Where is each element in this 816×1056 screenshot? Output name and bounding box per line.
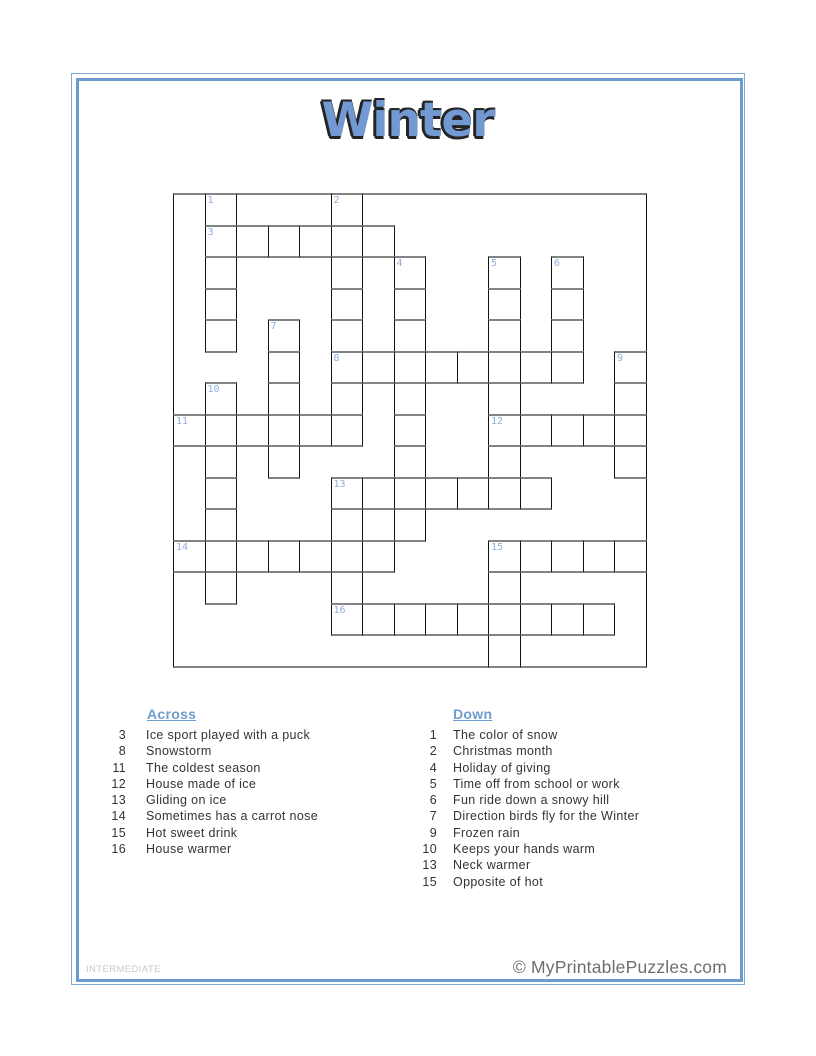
grid-cell xyxy=(614,414,647,448)
grid-cell xyxy=(520,603,553,637)
grid-cell xyxy=(394,508,427,542)
grid-cell xyxy=(614,351,647,385)
clue-text: Direction birds fly for the Winter xyxy=(453,809,640,824)
grid-cell xyxy=(488,603,521,637)
page-title: Winter xyxy=(321,93,495,148)
grid-cell xyxy=(268,540,301,574)
grid-cell xyxy=(362,477,395,511)
clue-text: House warmer xyxy=(146,842,232,857)
clue-row xyxy=(100,760,318,776)
clue-text: Snowstorm xyxy=(146,744,212,759)
grid-cell xyxy=(551,414,584,448)
grid-cell xyxy=(614,540,647,574)
clue-number: 11 xyxy=(112,760,126,775)
grid-cell xyxy=(268,225,301,259)
crossword-grid xyxy=(173,193,647,668)
grid-cell xyxy=(457,477,490,511)
grid-cell-number: 1 xyxy=(207,195,214,206)
clue-row xyxy=(411,841,639,857)
grid-cell xyxy=(394,414,427,448)
grid-cell-number: 12 xyxy=(491,415,504,427)
grid-cell xyxy=(268,319,301,353)
grid-cell xyxy=(394,351,427,385)
grid-cell-number: 16 xyxy=(333,604,346,616)
grid-cell-number: 14 xyxy=(176,541,189,553)
grid-cell-number: 11 xyxy=(176,415,189,427)
grid-cell xyxy=(236,540,269,574)
grid-cell-number: 6 xyxy=(554,258,561,269)
grid-cell xyxy=(520,477,553,511)
clue-text: Fun ride down a snowy hill xyxy=(453,793,610,808)
clue-number: 14 xyxy=(111,809,126,824)
grid-cell xyxy=(394,288,427,322)
grid-cell xyxy=(488,477,521,511)
grid-cell xyxy=(205,288,238,322)
clue-number: 5 xyxy=(429,776,437,791)
grid-cell xyxy=(205,540,238,574)
grid-cell xyxy=(551,540,584,574)
grid-cell xyxy=(299,414,332,448)
grid-cell xyxy=(520,540,553,574)
difficulty-label: INTERMEDIATE xyxy=(86,964,161,975)
grid-cell xyxy=(457,351,490,385)
grid-cell-number: 13 xyxy=(333,478,346,490)
grid-cell xyxy=(205,256,238,290)
grid-cell xyxy=(173,414,206,448)
grid-cell xyxy=(205,477,238,511)
grid-cell xyxy=(331,256,364,290)
clue-number: 4 xyxy=(429,760,437,775)
clue-text: Holiday of giving xyxy=(453,760,551,775)
grid-cell xyxy=(488,445,521,479)
grid-cell xyxy=(331,414,364,448)
grid-cell xyxy=(331,603,364,637)
clue-text: Ice sport played with a puck xyxy=(146,728,311,742)
grid-cell-number: 2 xyxy=(333,195,340,206)
clue-number: 13 xyxy=(111,793,126,808)
grid-cell-number: 3 xyxy=(207,226,214,238)
clue-number: 9 xyxy=(429,825,437,840)
clue-row xyxy=(100,792,318,808)
grid-cell xyxy=(331,193,364,227)
grid-cell xyxy=(362,540,395,574)
grid-cell xyxy=(394,445,427,479)
clue-number: 7 xyxy=(429,809,437,824)
grid-cell xyxy=(425,477,458,511)
clue-number: 6 xyxy=(429,793,437,808)
clue-text: Frozen rain xyxy=(453,825,521,840)
grid-cell xyxy=(331,288,364,322)
grid-cell xyxy=(268,414,301,448)
grid-cell-number: 8 xyxy=(333,352,340,364)
grid-cell xyxy=(268,382,301,416)
grid-cell xyxy=(488,351,521,385)
grid-cell xyxy=(583,603,616,637)
clue-number: 15 xyxy=(422,874,437,889)
grid-cell-number: 15 xyxy=(491,541,504,553)
grid-cell xyxy=(299,540,332,574)
clue-row xyxy=(411,743,639,759)
clue-text: Gliding on ice xyxy=(146,793,227,808)
grid-cell-number: 9 xyxy=(617,352,624,364)
clue-row xyxy=(100,743,318,759)
grid-cell xyxy=(331,571,364,605)
grid-cell-number: 10 xyxy=(207,384,220,395)
clue-text: Keeps your hands warm xyxy=(453,842,596,857)
clue-row xyxy=(100,825,318,841)
grid-cell xyxy=(331,508,364,542)
grid-cell xyxy=(205,225,238,259)
grid-cell xyxy=(614,382,647,416)
clue-row xyxy=(411,825,639,841)
clue-text: Sometimes has a carrot nose xyxy=(146,809,319,824)
grid-cell xyxy=(205,382,238,416)
grid-cell xyxy=(583,540,616,574)
clue-row xyxy=(411,808,639,824)
clue-row xyxy=(100,727,318,743)
clue-row xyxy=(411,792,639,808)
across-clues-section xyxy=(100,706,318,857)
down-clues-section xyxy=(411,706,639,890)
grid-cell xyxy=(425,603,458,637)
grid-cell xyxy=(205,445,238,479)
grid-cell xyxy=(488,571,521,605)
grid-cell xyxy=(551,256,584,290)
grid-cell xyxy=(488,634,521,668)
clue-text: House made of ice xyxy=(146,776,257,791)
clue-number: 8 xyxy=(118,744,126,759)
grid-cell xyxy=(488,319,521,353)
grid-cell xyxy=(362,351,395,385)
clue-row xyxy=(411,760,639,776)
clue-row xyxy=(411,857,639,873)
clue-number: 12 xyxy=(111,776,126,791)
grid-cell xyxy=(425,351,458,385)
grid-cell xyxy=(614,445,647,479)
clue-text: Hot sweet drink xyxy=(146,825,238,840)
grid-cell xyxy=(331,351,364,385)
clue-number: 15 xyxy=(111,825,126,840)
clue-text: Time off from school or work xyxy=(453,776,620,791)
clue-number: 13 xyxy=(422,858,437,873)
clue-row xyxy=(411,727,639,743)
grid-cell xyxy=(551,351,584,385)
grid-cell xyxy=(520,414,553,448)
clue-row xyxy=(411,776,639,792)
grid-cell xyxy=(205,193,238,227)
grid-cell xyxy=(173,540,206,574)
down-header: Down xyxy=(453,706,493,722)
grid-cell xyxy=(394,319,427,353)
clue-text: Neck warmer xyxy=(453,858,531,873)
grid-cell xyxy=(488,414,521,448)
grid-cell xyxy=(205,508,238,542)
clue-text: Opposite of hot xyxy=(453,874,544,889)
grid-cell xyxy=(205,571,238,605)
grid-cell xyxy=(331,477,364,511)
grid-cell xyxy=(331,382,364,416)
grid-cell-number: 5 xyxy=(491,258,498,269)
clue-text: Christmas month xyxy=(453,744,553,759)
copyright-credit: © MyPrintablePuzzles.com xyxy=(512,957,727,977)
grid-cell xyxy=(362,225,395,259)
clue-number: 2 xyxy=(429,744,437,759)
grid-cell xyxy=(331,540,364,574)
grid-cell xyxy=(268,351,301,385)
clue-text: The coldest season xyxy=(146,760,261,775)
grid-cell xyxy=(457,603,490,637)
grid-cell xyxy=(268,445,301,479)
clue-row xyxy=(100,808,318,824)
clue-number: 1 xyxy=(429,728,437,742)
clue-number: 16 xyxy=(111,842,126,857)
grid-cell xyxy=(551,319,584,353)
grid-cell xyxy=(488,382,521,416)
grid-cell xyxy=(394,382,427,416)
grid-cell xyxy=(394,477,427,511)
clue-number: 3 xyxy=(118,728,126,742)
grid-cell xyxy=(488,540,521,574)
grid-cell xyxy=(520,351,553,385)
grid-cell-number: 7 xyxy=(270,321,277,332)
grid-cell-number: 4 xyxy=(396,258,403,269)
clue-row xyxy=(411,874,639,890)
grid-cell xyxy=(488,288,521,322)
grid-cell xyxy=(205,414,238,448)
grid-cell xyxy=(551,288,584,322)
clue-text: The color of snow xyxy=(453,728,558,742)
grid-cell xyxy=(551,603,584,637)
clue-row xyxy=(100,776,318,792)
grid-cell xyxy=(331,225,364,259)
grid-cell xyxy=(583,414,616,448)
grid-cell xyxy=(236,414,269,448)
grid-cell xyxy=(299,225,332,259)
grid-cell xyxy=(236,225,269,259)
grid-cell xyxy=(488,256,521,290)
across-header: Across xyxy=(147,706,197,722)
clue-number: 10 xyxy=(422,842,437,857)
grid-cell xyxy=(331,319,364,353)
grid-cell xyxy=(362,603,395,637)
grid-cell xyxy=(394,603,427,637)
grid-cell xyxy=(394,256,427,290)
clue-row xyxy=(100,841,318,857)
grid-cell xyxy=(205,319,238,353)
